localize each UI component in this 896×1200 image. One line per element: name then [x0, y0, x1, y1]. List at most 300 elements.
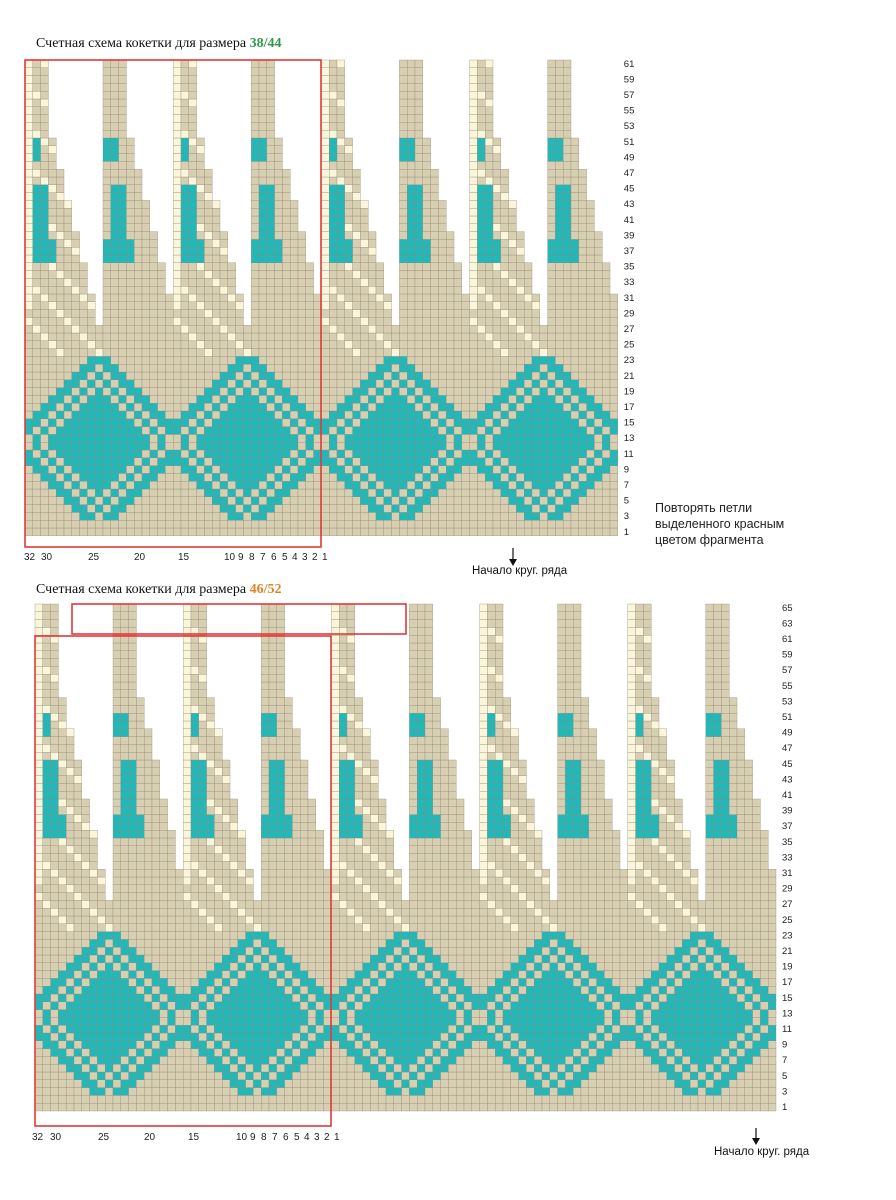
- chart-cell: [493, 411, 501, 419]
- chart-cell: [534, 1041, 542, 1049]
- chart-cell: [487, 1017, 495, 1025]
- chart-cell: [485, 239, 493, 247]
- chart-cell: [267, 208, 275, 216]
- chart-cell: [238, 1080, 246, 1088]
- chart-cell: [103, 247, 111, 255]
- chart-cell: [119, 427, 127, 435]
- chart-cell: [41, 208, 49, 216]
- chart-cell: [610, 419, 618, 427]
- chart-cell: [25, 317, 33, 325]
- chart-cell: [597, 1056, 605, 1064]
- chart-cell: [259, 473, 267, 481]
- chart-cell: [425, 1080, 433, 1088]
- chart-cell: [33, 450, 41, 458]
- chart-cell: [347, 1017, 355, 1025]
- chart-cell: [438, 255, 446, 263]
- chart-cell: [753, 1002, 761, 1010]
- chart-cell: [540, 349, 548, 357]
- chart-cell: [189, 497, 197, 505]
- chart-cell: [477, 356, 485, 364]
- chart-cell: [181, 349, 189, 357]
- chart-cell: [259, 286, 267, 294]
- chart-cell: [95, 341, 103, 349]
- chart-cell: [571, 271, 579, 279]
- chart-cell: [306, 427, 314, 435]
- chart-cell: [345, 154, 353, 162]
- chart-cell: [501, 239, 509, 247]
- chart-cell: [423, 208, 431, 216]
- chart-cell: [321, 349, 329, 357]
- chart-cell: [259, 497, 267, 505]
- chart-cell: [438, 317, 446, 325]
- chart-cell: [485, 208, 493, 216]
- chart-cell: [267, 466, 275, 474]
- chart-cell: [259, 122, 267, 130]
- chart-cell: [485, 169, 493, 177]
- chart-cell: [160, 1072, 168, 1080]
- chart-cell: [74, 1041, 82, 1049]
- chart-cell: [392, 372, 400, 380]
- chart-cell: [25, 427, 33, 435]
- chart-cell: [392, 434, 400, 442]
- chart-cell: [589, 1080, 597, 1088]
- chart-cell: [571, 333, 579, 341]
- chart-cell: [222, 1103, 230, 1111]
- chart-cell: [519, 1103, 527, 1111]
- chart-cell: [472, 1080, 480, 1088]
- chart-cell: [438, 505, 446, 513]
- chart-cell: [370, 1064, 378, 1072]
- chart-cell: [532, 411, 540, 419]
- chart-cell: [407, 99, 415, 107]
- chart-cell: [659, 1049, 667, 1057]
- chart-cell: [119, 138, 127, 146]
- chart-cell: [282, 497, 290, 505]
- chart-cell: [555, 146, 563, 154]
- chart-cell: [628, 1056, 636, 1064]
- chart-cell: [204, 255, 212, 263]
- chart-cell: [41, 68, 49, 76]
- chart-cell: [173, 115, 181, 123]
- chart-cell: [399, 520, 407, 528]
- chart-cell: [392, 356, 400, 364]
- chart-cell: [472, 1017, 480, 1025]
- chart-cell: [300, 1080, 308, 1088]
- chart-cell: [197, 427, 205, 435]
- chart-cell: [329, 154, 337, 162]
- chart-cell: [579, 302, 587, 310]
- chart-cell: [267, 356, 275, 364]
- chart-cell: [64, 278, 72, 286]
- chart-cell: [480, 1064, 488, 1072]
- chart-cell: [290, 364, 298, 372]
- chart-cell: [548, 317, 556, 325]
- chart-cell: [470, 294, 478, 302]
- chart-cell: [181, 473, 189, 481]
- chart-cell: [292, 1017, 300, 1025]
- chart-cell: [472, 1025, 480, 1033]
- chart-cell: [587, 434, 595, 442]
- chart-cell: [477, 91, 485, 99]
- chart-cell: [80, 411, 88, 419]
- chart-cell: [251, 177, 259, 185]
- chart-cell: [462, 466, 470, 474]
- chart-cell: [604, 1103, 612, 1111]
- chart-cell: [236, 403, 244, 411]
- chart-cell: [33, 161, 41, 169]
- chart-cell: [173, 161, 181, 169]
- chart-cell: [267, 411, 275, 419]
- chart-cell: [181, 294, 189, 302]
- chart-cell: [25, 481, 33, 489]
- chart-cell: [33, 247, 41, 255]
- chart-cell: [438, 364, 446, 372]
- chart-cell: [501, 505, 509, 513]
- chart-cell: [643, 1041, 651, 1049]
- chart-cell: [399, 419, 407, 427]
- chart-cell: [602, 294, 610, 302]
- chart-cell: [64, 442, 72, 450]
- chart-cell: [438, 372, 446, 380]
- chart-cell: [587, 239, 595, 247]
- chart-cell: [337, 239, 345, 247]
- chart-cell: [72, 528, 80, 536]
- chart-cell: [267, 317, 275, 325]
- chart-cell: [158, 310, 166, 318]
- chart-cell: [480, 1025, 488, 1033]
- chart-cell: [136, 1072, 144, 1080]
- chart-cell: [150, 497, 158, 505]
- chart-cell: [563, 395, 571, 403]
- chart-cell: [431, 473, 439, 481]
- chart-cell: [399, 232, 407, 240]
- chart-cell: [58, 1064, 66, 1072]
- chart-cell: [129, 1072, 137, 1080]
- chart-cell: [228, 512, 236, 520]
- chart-cell: [368, 450, 376, 458]
- chart-cell: [220, 473, 228, 481]
- chart-cell: [105, 1088, 113, 1096]
- chart-cell: [563, 450, 571, 458]
- chart-cell: [433, 1010, 441, 1018]
- chart-cell: [610, 434, 618, 442]
- chart-cell: [555, 512, 563, 520]
- chart-cell: [220, 458, 228, 466]
- chart-cell: [220, 341, 228, 349]
- chart-cell: [610, 333, 618, 341]
- chart-cell: [25, 91, 33, 99]
- chart-cell: [103, 520, 111, 528]
- chart-cell: [555, 419, 563, 427]
- chart-cell: [431, 224, 439, 232]
- chart-cell: [25, 68, 33, 76]
- chart-cell: [394, 1080, 402, 1088]
- chart-cell: [25, 512, 33, 520]
- chart-cell: [509, 224, 517, 232]
- chart-cell: [267, 138, 275, 146]
- chart-cell: [472, 1041, 480, 1049]
- chart-cell: [409, 1002, 417, 1010]
- chart-cell: [33, 427, 41, 435]
- chart-cell: [516, 419, 524, 427]
- chart-cell: [306, 419, 314, 427]
- chart-cell: [501, 372, 509, 380]
- chart-cell: [58, 994, 66, 1002]
- chart-cell: [33, 169, 41, 177]
- chart-cell: [204, 302, 212, 310]
- chart-cell: [628, 1103, 636, 1111]
- chart-cell: [267, 286, 275, 294]
- chart-cell: [602, 333, 610, 341]
- chart-cell: [267, 489, 275, 497]
- chart-cell: [477, 193, 485, 201]
- chart-cell: [136, 1080, 144, 1088]
- chart-cell: [399, 68, 407, 76]
- chart-cell: [95, 388, 103, 396]
- chart-cell: [331, 1080, 339, 1088]
- chart-cell: [470, 356, 478, 364]
- chart-cell: [431, 177, 439, 185]
- chart-cell: [438, 232, 446, 240]
- chart-cell: [90, 1064, 98, 1072]
- chart-cell: [573, 1064, 581, 1072]
- chart-cell: [197, 341, 205, 349]
- chart-cell: [345, 200, 353, 208]
- chart-cell: [485, 489, 493, 497]
- chart-cell: [165, 388, 173, 396]
- chart-cell: [548, 294, 556, 302]
- chart-cell: [126, 489, 134, 497]
- chart-cell: [446, 247, 454, 255]
- chart-cell: [41, 450, 49, 458]
- chart-cell: [407, 349, 415, 357]
- chart-cell: [612, 1002, 620, 1010]
- chart-cell: [220, 466, 228, 474]
- chart-cell: [290, 505, 298, 513]
- chart-cell: [399, 466, 407, 474]
- chart-cell: [251, 528, 259, 536]
- chart-cell: [321, 442, 329, 450]
- chart-cell: [267, 224, 275, 232]
- chart-cell: [337, 99, 345, 107]
- chart-cell: [407, 91, 415, 99]
- chart-cell: [620, 1041, 628, 1049]
- chart-cell: [470, 528, 478, 536]
- chart-cell: [643, 1056, 651, 1064]
- chart-cell: [368, 356, 376, 364]
- chart-cell: [555, 450, 563, 458]
- chart-cell: [197, 317, 205, 325]
- chart-cell: [485, 450, 493, 458]
- chart-cell: [126, 247, 134, 255]
- chart-cell: [417, 1002, 425, 1010]
- chart-cell: [485, 115, 493, 123]
- chart-cell: [509, 255, 517, 263]
- chart-cell: [706, 1072, 714, 1080]
- chart-cell: [228, 528, 236, 536]
- chart-cell: [103, 138, 111, 146]
- chart-cell: [594, 310, 602, 318]
- chart-cell: [431, 442, 439, 450]
- chart-cell: [33, 68, 41, 76]
- chart-cell: [485, 442, 493, 450]
- chart-cell: [548, 512, 556, 520]
- chart-cell: [392, 333, 400, 341]
- chart-cell: [189, 341, 197, 349]
- chart-cell: [409, 1025, 417, 1033]
- chart-cell: [353, 294, 361, 302]
- chart-cell: [370, 1103, 378, 1111]
- chart-cell: [41, 442, 49, 450]
- chart-cell: [251, 333, 259, 341]
- chart-cell: [251, 239, 259, 247]
- chart-cell: [230, 1088, 238, 1096]
- chart-cell: [253, 1025, 261, 1033]
- chart-cell: [524, 372, 532, 380]
- chart-cell: [628, 1025, 636, 1033]
- chart-cell: [214, 1064, 222, 1072]
- chart-cell: [571, 403, 579, 411]
- chart-cell: [376, 497, 384, 505]
- chart-cell: [431, 356, 439, 364]
- chart-cell: [651, 1025, 659, 1033]
- chart-cell: [480, 1095, 488, 1103]
- chart-cell: [103, 466, 111, 474]
- chart-cell: [548, 200, 556, 208]
- chart-cell: [548, 255, 556, 263]
- chart-cell: [33, 442, 41, 450]
- chart-cell: [173, 520, 181, 528]
- chart-cell: [238, 1072, 246, 1080]
- chart-cell: [378, 1095, 386, 1103]
- chart-cell: [160, 1080, 168, 1088]
- chart-cell: [212, 427, 220, 435]
- chart-cell: [345, 395, 353, 403]
- chart-cell: [337, 193, 345, 201]
- chart-cell: [41, 317, 49, 325]
- chart-cell: [485, 76, 493, 84]
- chart-cell: [480, 1002, 488, 1010]
- chart-cell: [620, 1010, 628, 1018]
- chart-cell: [173, 271, 181, 279]
- chart-cell: [168, 1049, 176, 1057]
- chart-cell: [199, 1088, 207, 1096]
- chart-cell: [399, 185, 407, 193]
- chart-cell: [316, 1056, 324, 1064]
- chart-cell: [191, 1095, 199, 1103]
- chart-cell: [251, 372, 259, 380]
- chart-cell: [121, 1088, 129, 1096]
- chart-cell: [399, 442, 407, 450]
- chart-cell: [620, 1049, 628, 1057]
- chart-cell: [548, 489, 556, 497]
- chart-cell: [407, 68, 415, 76]
- chart-cell: [220, 286, 228, 294]
- chart-cell: [472, 1064, 480, 1072]
- chart-cell: [438, 278, 446, 286]
- chart-cell: [103, 419, 111, 427]
- chart-cell: [64, 271, 72, 279]
- chart-cell: [511, 1033, 519, 1041]
- chart-cell: [66, 1064, 74, 1072]
- chart-cell: [347, 1041, 355, 1049]
- chart-cell: [493, 317, 501, 325]
- chart-cell: [363, 994, 371, 1002]
- chart-cell: [33, 224, 41, 232]
- chart-cell: [519, 1080, 527, 1088]
- chart-cell: [540, 364, 548, 372]
- chart-cell: [212, 294, 220, 302]
- chart-cell: [675, 1010, 683, 1018]
- chart-cell: [415, 161, 423, 169]
- chart-cell: [111, 177, 119, 185]
- chart-cell: [251, 419, 259, 427]
- chart-cell: [532, 481, 540, 489]
- chart-cell: [493, 278, 501, 286]
- chart-cell: [526, 1002, 534, 1010]
- chart-cell: [345, 278, 353, 286]
- chart-cell: [204, 489, 212, 497]
- chart-cell: [126, 411, 134, 419]
- chart-cell: [158, 497, 166, 505]
- chart-cell: [25, 146, 33, 154]
- chart-cell: [329, 76, 337, 84]
- chart-cell: [243, 349, 251, 357]
- chart-cell: [220, 395, 228, 403]
- chart-cell: [329, 60, 337, 68]
- chart-cell: [470, 193, 478, 201]
- chart-cell: [259, 130, 267, 138]
- chart-cell: [197, 263, 205, 271]
- chart-cell: [121, 1049, 129, 1057]
- chart-cell: [251, 200, 259, 208]
- chart-cell: [275, 169, 283, 177]
- chart-cell: [129, 1017, 137, 1025]
- chart-cell: [768, 1017, 776, 1025]
- chart-cell: [191, 1080, 199, 1088]
- chart-cell: [589, 1017, 597, 1025]
- chart-cell: [267, 505, 275, 513]
- chart-cell: [56, 473, 64, 481]
- chart-cell: [659, 1033, 667, 1041]
- chart1-col-label: 15: [178, 552, 190, 563]
- chart-cell: [555, 154, 563, 162]
- chart-cell: [64, 380, 72, 388]
- chart-cell: [134, 458, 142, 466]
- chart-cell: [503, 1033, 511, 1041]
- chart-cell: [66, 1103, 74, 1111]
- chart-cell: [64, 395, 72, 403]
- chart-cell: [480, 1072, 488, 1080]
- chart-cell: [298, 403, 306, 411]
- chart-cell: [682, 1002, 690, 1010]
- chart-cell: [565, 1080, 573, 1088]
- chart-cell: [308, 1025, 316, 1033]
- chart-cell: [423, 185, 431, 193]
- chart-cell: [548, 341, 556, 349]
- chart-cell: [197, 403, 205, 411]
- chart-cell: [454, 419, 462, 427]
- chart-cell: [56, 411, 64, 419]
- chart1-title-text: Счетная схема кокетки для размера: [36, 36, 250, 51]
- chart-cell: [189, 278, 197, 286]
- chart-cell: [384, 341, 392, 349]
- chart-cell: [267, 278, 275, 286]
- chart-cell: [509, 239, 517, 247]
- chart-cell: [142, 473, 150, 481]
- chart-cell: [355, 1080, 363, 1088]
- chart-cell: [285, 1002, 293, 1010]
